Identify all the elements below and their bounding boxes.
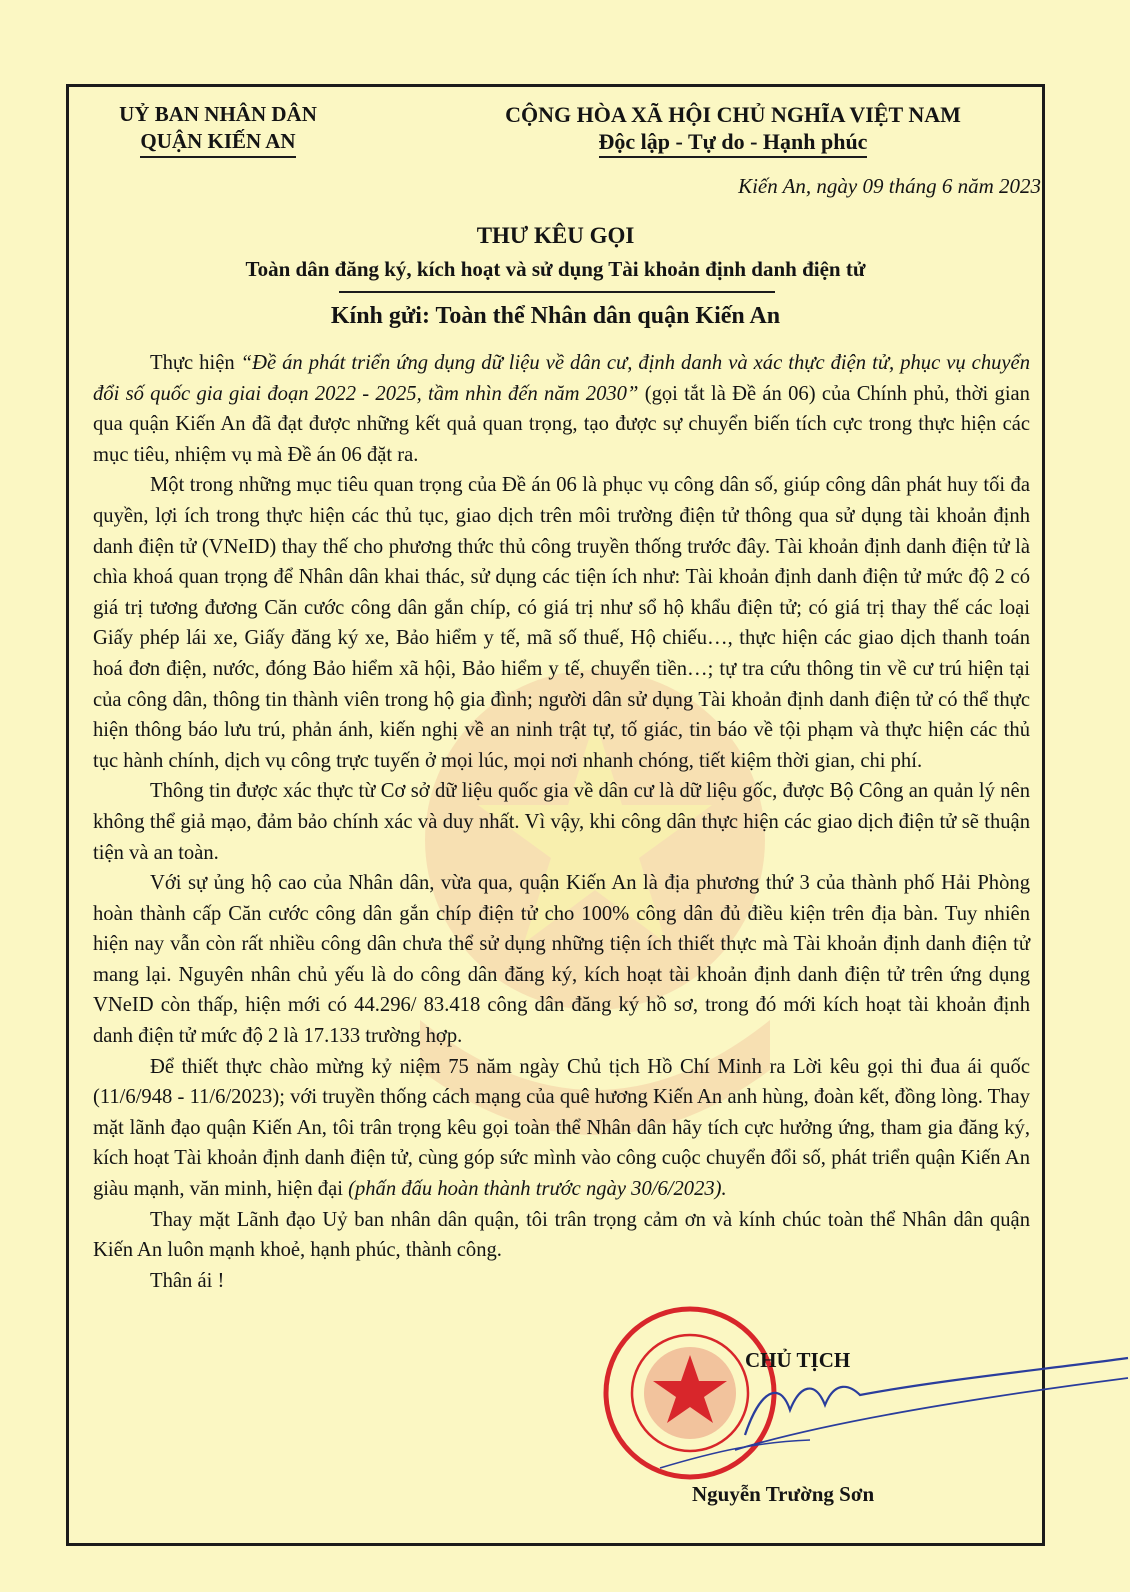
document-date: Kiến An, ngày 09 tháng 6 năm 2023 [738,174,1041,198]
addressee: Kính gửi: Toàn thể Nhân dân quận Kiến An [330,303,781,329]
signer-name: Nguyễn Trường Sơn [692,1482,875,1506]
document-subtitle: Toàn dân đăng ký, kích hoạt và sử dụng Tài khoản định danh điện tử [245,257,866,281]
issuing-authority [108,101,328,158]
document-title: THƯ KÊU GỌI [476,223,635,248]
project-name: “Đề án phát triển ứng dụng dữ liệu về dân cư, định danh và xác thực điện tử, phục vụ chuyển đổi số quốc gia giai đoạn 2022 - 2025, tầm nhìn đến năm 2030” [93,352,1030,405]
paragraph-2: Một trong những mục tiêu quan trọng của Đề án 06 là phục vụ công dân số, giúp công dân phát huy tối đa quyền, lợi ích trong thực hiện các thủ tục, giao dịch trên môi trường điện tử thông qua sử dụng tài khoản định danh điện tử (VNeID) thay thế cho phương thức thủ công truyền thống trước đây. Tài khoản định danh điện tử là chìa khoá quan trọng để Nhân dân khai thác, sử dụng các tiện ích như: Tài khoản định danh điện tử mức độ 2 có giá trị tương đương Căn cước công dân gắn chíp, có giá trị như sổ hộ khẩu điện tử; có giá trị thay thế các loại Giấy phép lái xe, Giấy đăng ký xe, Bảo hiểm y tế, mã số thuế, Hộ chiếu…, thực hiện các giao dịch thanh toán hoá đơn điện, nước, đóng Bảo hiểm xã hội, Bảo hiểm y tế, chuyển tiền…; tự tra cứu thông tin về cư trú hiện tại của công dân, thông tin thành viên trong hộ gia đình; người dân sử dụng Tài khoản định danh điện tử có thể thực hiện thông báo lưu trú, phản ánh, kiến nghị về an ninh trật tự, tố giác, tin báo về tội phạm và thực hiện các thủ tục hành chính, dịch vụ công trực tuyến ở mọi lúc, mọi nơi nhanh chóng, tiết kiệm thời gian, chi phí. [93,474,1030,772]
country-name: CỘNG HÒA XÃ HỘI CHỦ NGHĨA VIỆT NAM [505,102,961,127]
national-motto [452,101,1014,158]
paragraph-5-text: Để thiết thực chào mừng kỷ niệm 75 năm ngày Chủ tịch Hồ Chí Minh ra Lời kêu gọi thi đua ái quốc (11/6/948 - 11/6/2023); với truyền thống cách mạng của quê hương Kiến An anh hùng, đoàn kết, đồng lòng. Thay mặt lãnh đạo quận Kiến An, tôi trân trọng kêu gọi toàn thể Nhân dân hãy tích cực hưởng ứng, tham gia đăng ký, kích hoạt Tài khoản định danh điện tử, cùng góp sức mình vào công cuộc chuyển đổi số, phát triển quận Kiến An giàu mạnh, văn minh, hiện đại [93,1055,1030,1201]
paragraph-4: Với sự ủng hộ cao của Nhân dân, vừa qua, quận Kiến An là địa phương thứ 3 của thành phố Hải Phòng hoàn thành cấp Căn cước công dân gắn chíp điện tử cho 100% công dân đủ điều kiện trên địa bàn. Tuy nhiên hiện nay vẫn còn rất nhiều công dân chưa thể sử dụng những tiện ích thiết thực mà Tài khoản định danh điện tử mang lại. Nguyên nhân chủ yếu là do công dân đăng ký, kích hoạt tài khoản định danh điện tử trên ứng dụng VNeID còn thấp, hiện mới có 44.296/ 83.418 công dân đăng ký hồ sơ, trong đó mới kích hoạt tài khoản định danh điện tử mức độ 2 là 17.133 trường hợp. [93,872,1030,1048]
issuing-authority-line2: QUẬN KIẾN AN [140,128,295,158]
paragraph-1 [93,348,1030,470]
issuing-authority-line1: UỶ BAN NHÂN DÂN [119,102,317,126]
paragraph-6: Thay mặt Lãnh đạo Uỷ ban nhân dân quận, tôi trân trọng cảm ơn và kính chúc toàn thể Nhân dân quận Kiến An luôn mạnh khoẻ, hạnh phúc, thành công. [93,1208,1030,1262]
closing-greeting: Thân ái ! [150,1269,225,1292]
subtitle-underline [339,291,775,293]
paragraph-1-lead: Thực hiện [150,352,241,374]
deadline-note: (phấn đấu hoàn thành trước ngày 30/6/2023). [348,1178,727,1201]
paragraph-5 [93,1052,1030,1205]
letter-body [93,348,1030,1296]
motto: Độc lập - Tự do - Hạnh phúc [599,128,868,158]
paragraph-3: Thông tin được xác thực từ Cơ sở dữ liệu quốc gia về dân cư là dữ liệu gốc, được Bộ Công an quản lý nên không thể giả mạo, đảm bảo chính xác và duy nhất. Vì vậy, khi công dân thực hiện các giao dịch điện tử sẽ thuận tiện và an toàn. [93,780,1030,864]
paragraph-1-rest: (gọi tắt là Đề án 06) của Chính phủ, thời gian qua quận Kiến An đã đạt được những kết quả quan trọng, tạo được sự chuyển biến tích cực trong thực hiện các mục tiêu, nhiệm vụ mà Đề án 06 đặt ra. [93,382,1030,466]
handwritten-signature [640,1350,1130,1470]
signer-title: CHỦ TỊCH [745,1348,851,1372]
